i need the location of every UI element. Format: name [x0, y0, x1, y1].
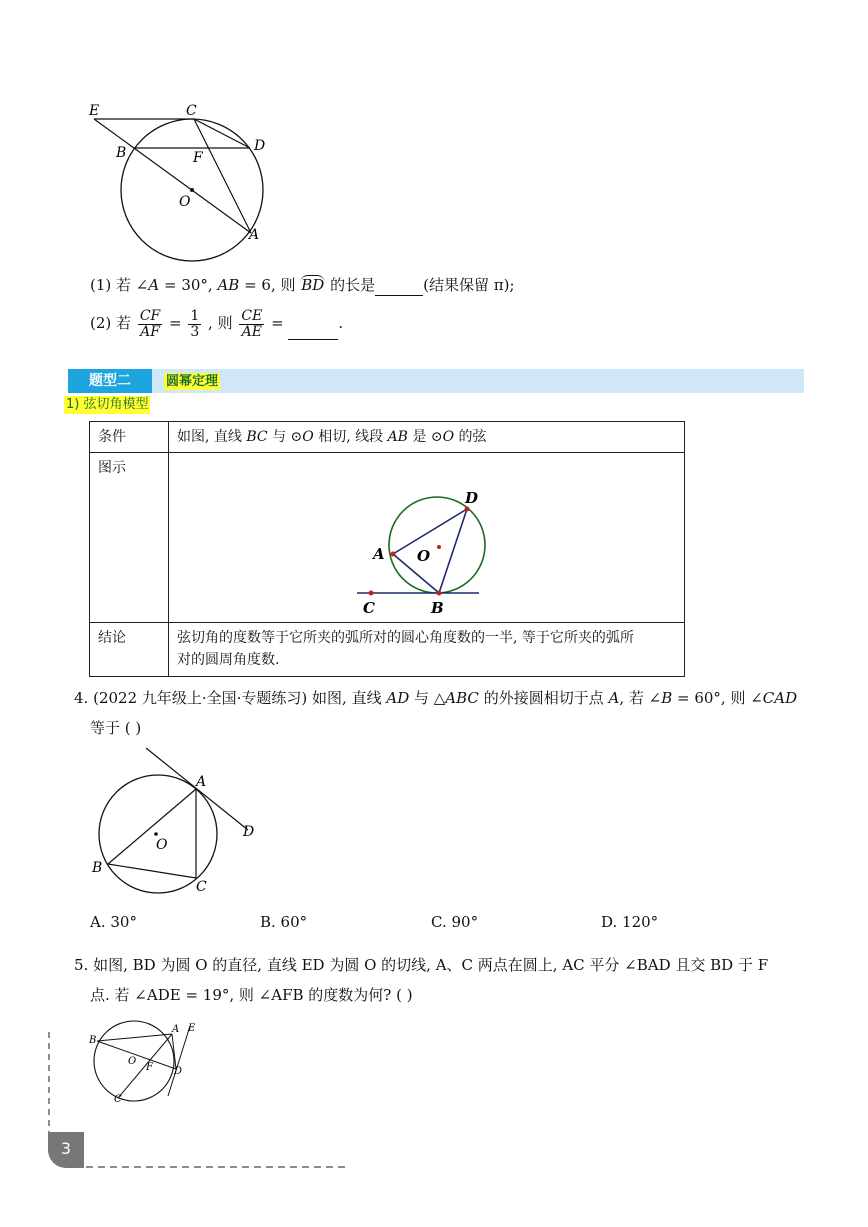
- section-title: 圆幂定理: [166, 374, 219, 389]
- question-5-line1: 5. 如图, BD 为圆 O 的直径, 直线 ED 为圆 O 的切线, A、C 两点在圆上, AC 平分 ∠BAD 且交 BD 于 F: [74, 956, 769, 974]
- fig-label: O: [128, 1056, 137, 1067]
- row-condition: 如图, 直线 BC 与 ⊙O 相切, 线段 AB 是 ⊙O 的弦: [169, 422, 685, 453]
- subheading: 1) 弦切角模型: [66, 397, 149, 412]
- fig-label: B: [116, 145, 127, 161]
- figure-circle-ecd: [86, 98, 276, 262]
- fig-label: B: [431, 599, 444, 617]
- fig-label: D: [174, 1066, 183, 1077]
- option-a[interactable]: A. 30°: [90, 913, 137, 931]
- model-table: [89, 421, 685, 677]
- row-label: 图示: [90, 453, 169, 623]
- fig-label: A: [196, 774, 207, 790]
- fig-label: C: [196, 879, 207, 895]
- option-d[interactable]: D. 120°: [601, 913, 659, 931]
- answer-blank[interactable]: [288, 323, 338, 340]
- question-part-2: (2) 若 $\frac{CF}{AF}$ = $\frac{1}{3}$ , 则 $\frac{CE}{AE}$ = .: [90, 307, 344, 340]
- row-figure: [169, 453, 685, 623]
- row-label: 条件: [90, 422, 169, 453]
- fig-label: D: [465, 489, 479, 507]
- row-label: 结论: [90, 623, 169, 677]
- option-b[interactable]: B. 60°: [260, 913, 308, 931]
- question-5-line2: 点. 若 ∠ADE = 19°, 则 ∠AFB 的度数为何? ( ): [90, 986, 413, 1004]
- option-c[interactable]: C. 90°: [431, 913, 479, 931]
- fig-label: O: [179, 194, 191, 210]
- page-number: 3: [48, 1132, 84, 1168]
- fig-label: C: [186, 103, 197, 119]
- fig-label: E: [188, 1023, 196, 1034]
- fig-label: O: [156, 837, 168, 853]
- fig-label: D: [254, 138, 266, 154]
- question-4-line1: 4. (2022 九年级上·全国·专题练习) 如图, 直线 AD 与 △ABC 的外接圆相切于点 A, 若 ∠B = 60°, 则 ∠CAD: [74, 689, 798, 707]
- fig-label: C: [114, 1094, 122, 1105]
- fig-label: A: [172, 1024, 180, 1035]
- fig-label: E: [89, 103, 100, 119]
- fig-label: B: [89, 1035, 97, 1046]
- fig-label: F: [146, 1062, 153, 1073]
- section-tag: 题型二: [68, 369, 152, 393]
- fig-label: F: [193, 150, 203, 166]
- tangent-chord-figure: [353, 475, 493, 617]
- fig-label: D: [243, 824, 255, 840]
- question-4-line2: 等于 ( ): [90, 719, 142, 737]
- row-conclusion: 弦切角的度数等于它所夹的弧所对的圆心角度数的一半, 等于它所夹的弧所 对的圆周角度数.: [169, 623, 685, 677]
- page-border-decoration: [44, 1030, 354, 1170]
- fig-label: A: [373, 545, 385, 563]
- fig-label: O: [417, 547, 431, 565]
- figure-q4: [88, 746, 263, 896]
- answer-blank[interactable]: [375, 279, 423, 296]
- question-part-1: (1) 若 ∠A = 30°, AB = 6, 则 BD 的长是 (结果保留 π);: [90, 276, 515, 294]
- fig-label: B: [92, 860, 103, 876]
- fig-label: A: [249, 227, 260, 243]
- fig-label: C: [363, 599, 375, 617]
